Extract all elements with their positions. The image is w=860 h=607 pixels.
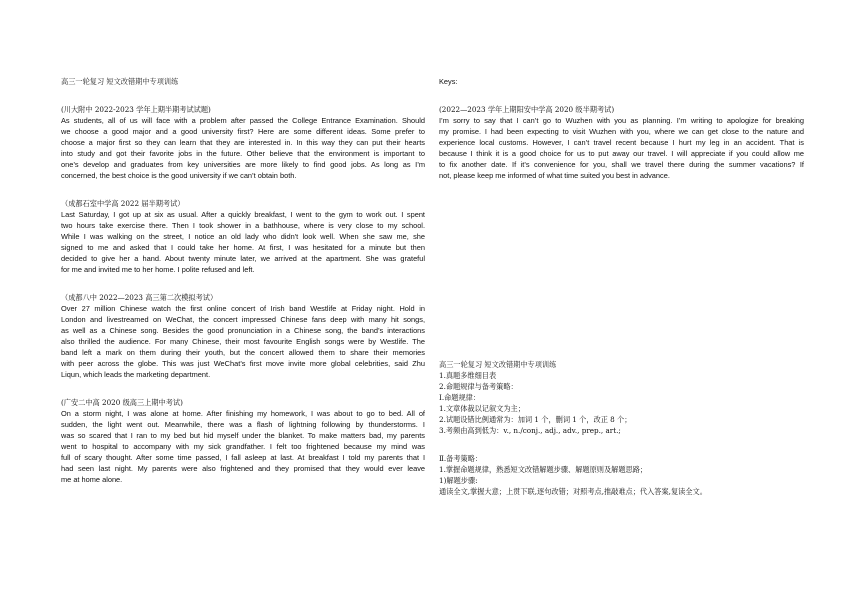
text-line: we choose a good major and a good university first? Here are some different ideas. Some prefer to (61, 127, 425, 136)
text-line: choose a major first so they can learn that they are interested in. In this way they can put their hearts (61, 138, 425, 147)
list-item: 2.试题设错比例通常为：加词 1 个，删词 1 个，改正 8 个； (439, 415, 632, 424)
keys-section (439, 104, 804, 181)
keys-title: Keys: (439, 77, 458, 86)
text-line: had seen last night. My parents were also frightened and they promised that they would ever leave (61, 464, 425, 473)
text-line: full of scary thought. After some time passed, I fall asleep at last. At breakfast I told my parents that I (61, 453, 425, 462)
list-item: 1.文章体裁以记叙文为主； (439, 404, 525, 413)
text-line: my promise. I had been expecting to visit Wuzhen with you, where we can get close to the nature and (439, 127, 804, 136)
summary-title: 高三一轮复习 短文改错期中专项训练 (439, 360, 557, 369)
list-item: 2.命题规律与备考策略： (439, 382, 518, 391)
text-line: decided to give her a hand. About twenty minute later, we arrived at the apartment. She was grateful (61, 254, 425, 263)
text-line: Over 27 million Chinese watch the first online concert of Irish band Westlife at Friday night. Hold in (61, 304, 425, 313)
exercise-section-3 (61, 292, 425, 380)
text-line: Last Saturday, I got up at six as usual. After a quickly breakfast, I went to the gym to work out. I spent (61, 210, 425, 219)
summary-section (439, 359, 804, 497)
right-column (439, 76, 804, 497)
list-item: Ⅱ.备考策略： (439, 454, 483, 463)
text-line: to fix another date. If it’s convenience for you, shall we travel there during the summer vacations? If (439, 160, 804, 169)
text-line: me at home alone. (61, 475, 123, 484)
section-source: (2022—2023 学年上期阳安中学高 2020 级半期考试) (439, 105, 615, 114)
list-item: 3.考频由高到低为：v., n./conj., adj., adv., prep., art.; (439, 426, 621, 435)
list-item: 1.掌握命题规律，熟悉短文改错解题步骤、解题原则及解题思路； (439, 465, 648, 474)
list-item: 1.真题多维细目表 (439, 371, 497, 380)
text-line: was so scared that I ran to my bed but hid myself under the blanket. To make matters bad, my parents (61, 431, 425, 440)
text-line: went to hospital to accompany with my sick grandfather. I felt too frightened because my mind was (61, 442, 425, 451)
section-source: (广安二中高 2020 级高三上期中考试) (61, 398, 183, 407)
section-source: (川大附中 2022-2023 学年上期半期考试试题) (61, 105, 211, 114)
text-line: as well as a Chinese song. Besides the good pronunciation in a Chinese song, the band’s interactions (61, 326, 425, 335)
text-line: While I was walking on the street, I notice an old lady who didn't look well. When she saw me, she (61, 232, 425, 241)
text-line: into study and got their favorite jobs in the future. Other believe that the environment is important to (61, 149, 425, 158)
left-title: 高三一轮复习 短文改错期中专项训练 (61, 77, 179, 86)
text-line: sudden, the light went out. Meanwhile, there was a flash of lightning following by thunderstorms. I (61, 420, 425, 429)
text-line: signed to me and asked that I could take her home. At first, I was hesitated for a minute but then (61, 243, 425, 252)
text-line: I’m sorry to say that I can’t go to Wuzhen with you as planning. I’m writing to apologize for breaking (439, 116, 804, 125)
text-line: two hours take exercise there. Then I took shower in a bathhouse, where is very close to my school. (61, 221, 425, 230)
text-line: As students, all of us will face with a problem after passed the College Entrance Examination. Should (61, 116, 425, 125)
section-source: （成都石室中学高 2022 届半期考试） (61, 199, 185, 208)
text-line: London and livestreamed on WeChat, the concert impressed Chinese fans deep with many hit songs, (61, 315, 425, 324)
text-line: experience local customs. However, I can’t travel recent because I hurt my leg in an accident. That is (439, 138, 804, 147)
text-line: concerned, the best choice is the good university if we can’t obtain both. (61, 171, 297, 180)
text-line: On a storm night, I was alone at home. After finishing my homework, I was about to go to bed. All of (61, 409, 425, 418)
text-line: for me and invited me to her home. I polite refused and left. (61, 265, 255, 274)
list-item: 1)解题步骤: (439, 476, 478, 485)
text-line: one’s develop and graduates from key universities are more likely to find good jobs. As long as I’m (61, 160, 425, 169)
exercise-section-2 (61, 198, 425, 275)
exercise-section-1 (61, 104, 425, 181)
text-line: with peer across the globe. This was just WeChat’s first move invite more global celebrities, said Zhu (61, 359, 425, 368)
section-source: （成都八中 2022—2023 高三第二次模拟考试） (61, 293, 218, 302)
text-line: Liqun, which leads the marketing department. (61, 370, 211, 379)
text-line: not, please keep me informed of what time suited you best in advance. (439, 171, 670, 180)
text-line: because I think it is a good choice for us to put away our travel. I will appreciate if you could allow me (439, 149, 804, 158)
list-item: 通读全文,掌握大意；上贯下联,逐句改错；对照考点,推敲难点；代入答案,复读全文。 (439, 487, 707, 496)
exercise-section-4 (61, 397, 425, 485)
text-line: band left a mark on them during their youth, but the concert allowed them to share their memories (61, 348, 425, 357)
left-column (61, 76, 425, 485)
list-item: Ⅰ.命题规律： (439, 393, 481, 402)
text-line: also thrilled the audience. For many Chinese, their most favourite English songs were by Westlife. The (61, 337, 425, 346)
